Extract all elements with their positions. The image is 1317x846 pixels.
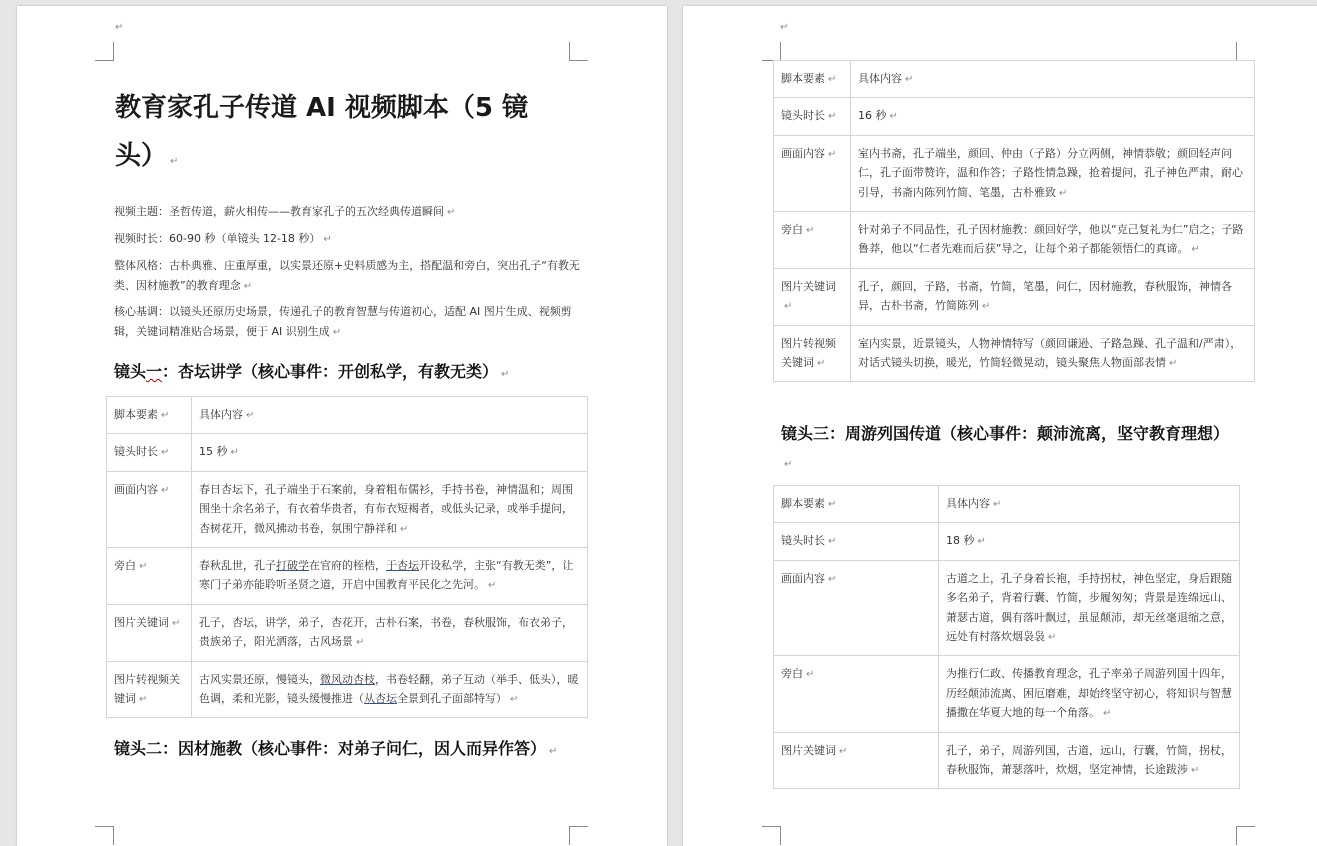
meta-tone[interactable]: 核心基调：以镜头还原历史场景，传递孔子的教育智慧与传道初心，适配 AI 图片生成、视频剪辑，关键词精准贴合场景，便于 AI 识别生成 ↵ <box>114 305 572 338</box>
meta-duration[interactable]: 视频时长：60-90 秒（单镜头 12-18 秒） ↵ <box>114 232 332 245</box>
table-row <box>774 61 1255 98</box>
table-cell[interactable]: 旁白 ↵ <box>107 548 192 605</box>
crop-mark-bottom-right <box>569 826 588 845</box>
crop-mark-bottom-left <box>762 826 781 845</box>
table-cell[interactable]: 室内实景，近景镜头，人物神情特写（颜回谦逊、子路急躁、孔子温和/严肃），对话式镜头切换，暖光，竹简轻微晃动，镜头聚焦人物面部表情 ↵ <box>851 325 1255 382</box>
table-cell[interactable]: 15 秒 ↵ <box>192 434 588 471</box>
table-row <box>107 434 588 471</box>
crop-mark-top-right <box>569 42 588 61</box>
table-cell[interactable]: 室内书斋，孔子端坐，颜回、仲由（子路）分立两侧，神情恭敬；颜回轻声问仁，孔子面带赞许，温和作答；子路性情急躁，抢着提问，孔子神色严肃，耐心引导，书斋内陈列竹简、笔墨，古朴雅致 ↵ <box>851 135 1255 211</box>
table-cell[interactable]: 孔子，弟子，周游列国，古道，远山，行囊，竹简，拐杖，春秋服饰，萧瑟落叶，炊烟，坚定神情，长途跋涉 ↵ <box>939 732 1240 789</box>
crop-mark-top-left <box>95 42 114 61</box>
crop-mark-top-right <box>1236 42 1255 61</box>
shot3-table <box>773 485 1240 789</box>
table-row <box>107 397 588 434</box>
table-cell[interactable]: 旁白 ↵ <box>774 212 851 269</box>
shot3-heading[interactable]: 镜头三：周游列国传道（核心事件：颠沛流离，坚守教育理想）↵ <box>781 424 1230 470</box>
table-cell[interactable]: 具体内容 ↵ <box>851 61 1255 98</box>
table-row <box>107 604 588 661</box>
table-row <box>774 98 1255 135</box>
table-cell[interactable]: 孔子，杏坛，讲学，弟子，杏花开，古朴石案，书卷，春秋服饰，布衣弟子，贵族弟子，阳光洒落，古风场景 ↵ <box>192 604 588 661</box>
table-cell[interactable]: 16 秒 ↵ <box>851 98 1255 135</box>
table-cell[interactable]: 图片转视频关键词 ↵ <box>774 325 851 382</box>
table-cell[interactable]: 镜头时长 ↵ <box>774 98 851 135</box>
table-cell[interactable]: 脚本要素 ↵ <box>774 61 851 98</box>
table-cell[interactable]: 图片关键词 ↵ <box>107 604 192 661</box>
table-cell[interactable]: 脚本要素 ↵ <box>107 397 192 434</box>
crop-mark-bottom-left <box>95 826 114 845</box>
table-row <box>774 135 1255 211</box>
table-cell[interactable]: 脚本要素 ↵ <box>774 486 939 523</box>
table-row <box>107 661 588 718</box>
table-row <box>774 325 1255 382</box>
table-cell[interactable]: 旁白 ↵ <box>774 656 939 732</box>
table-cell[interactable]: 镜头时长 ↵ <box>774 523 939 560</box>
table-cell[interactable]: 针对弟子不同品性，孔子因材施教：颜回好学，他以“克己复礼为仁”启之；子路鲁莽，他以“仁者先难而后获”导之，让每个弟子都能领悟仁的真谛。 ↵ <box>851 212 1255 269</box>
shot1-heading[interactable]: 镜头一：杏坛讲学（核心事件：开创私学，有教无类） ↵ <box>114 362 510 381</box>
table-cell[interactable]: 画面内容 ↵ <box>774 560 939 656</box>
crop-mark-top-left <box>762 42 781 61</box>
document-page-right <box>683 6 1317 846</box>
table-cell[interactable]: 春日杏坛下，孔子端坐于石案前，身着粗布儒衫，手持书卷，神情温和；周围围坐十余名弟子，有衣着华贵者，有布衣短褐者，或低头记录，或举手提问，杏树花开，微风拂动书卷，氛围宁静祥和 ↵ <box>192 471 588 547</box>
meta-style[interactable]: 整体风格：古朴典雅、庄重厚重，以实景还原+史料质感为主，搭配温和旁白，突出孔子“有教无类、因材施教”的教育理念 ↵ <box>114 259 580 292</box>
table-row <box>107 548 588 605</box>
table-cell[interactable]: 镜头时长 ↵ <box>107 434 192 471</box>
table-cell[interactable]: 具体内容 ↵ <box>939 486 1240 523</box>
shot2-heading[interactable]: 镜头二：因材施教（核心事件：对弟子问仁，因人而异作答） ↵ <box>114 739 558 758</box>
document-title[interactable]: 教育家孔子传道 AI 视频脚本（5 镜头） ↵ <box>115 93 529 171</box>
shot2-table <box>773 60 1255 382</box>
paragraph-mark: ↵ <box>780 22 789 33</box>
table-cell[interactable]: 为推行仁政、传播教育理念，孔子率弟子周游列国十四年，历经颠沛流离、困厄磨难，却始终坚守初心，将知识与智慧播撒在华夏大地的每一个角落。 ↵ <box>939 656 1240 732</box>
paragraph-mark: ↵ <box>115 22 124 33</box>
table-cell[interactable]: 古风实景还原，慢镜头，微风动杏枝，书卷轻翻，弟子互动（举手、低头），暖色调，柔和光影，镜头缓慢推进（从杏坛全景到孔子面部特写） ↵ <box>192 661 588 718</box>
table-row <box>107 471 588 547</box>
table-cell[interactable]: 春秋乱世，孔子打破学在官府的桎梏，于杏坛开设私学，主张“有教无类”，让寒门子弟亦能聆听圣贤之道，开启中国教育平民化之先河。 ↵ <box>192 548 588 605</box>
table-cell[interactable]: 图片转视频关键词 ↵ <box>107 661 192 718</box>
table-row <box>774 732 1240 789</box>
document-page-left <box>17 6 667 846</box>
table-cell[interactable]: 图片关键词↵ <box>774 268 851 325</box>
table-row <box>774 523 1240 560</box>
meta-theme[interactable]: 视频主题：圣哲传道，薪火相传——教育家孔子的五次经典传道瞬间 ↵ <box>114 205 456 218</box>
table-cell[interactable]: 具体内容 ↵ <box>192 397 588 434</box>
table-cell[interactable]: 18 秒 ↵ <box>939 523 1240 560</box>
table-row <box>774 268 1255 325</box>
table-cell[interactable]: 孔子，颜回，子路，书斋，竹简，笔墨，问仁，因材施教，春秋服饰，神情各异，古朴书斋，竹简陈列 ↵ <box>851 268 1255 325</box>
table-row <box>774 656 1240 732</box>
crop-mark-bottom-right <box>1236 826 1255 845</box>
shot1-table <box>106 396 588 718</box>
table-cell[interactable]: 图片关键词 ↵ <box>774 732 939 789</box>
table-cell[interactable]: 古道之上，孔子身着长袍，手持拐杖，神色坚定，身后跟随多名弟子，背着行囊、竹简，步履匆匆；背景是连绵远山、萧瑟古道，偶有落叶飘过，虽显颠沛，却无丝毫退缩之意，远处有村落炊烟袅袅 ↵ <box>939 560 1240 656</box>
table-row <box>774 212 1255 269</box>
table-row <box>774 560 1240 656</box>
table-cell[interactable]: 画面内容 ↵ <box>107 471 192 547</box>
table-cell[interactable]: 画面内容 ↵ <box>774 135 851 211</box>
table-row <box>774 486 1240 523</box>
